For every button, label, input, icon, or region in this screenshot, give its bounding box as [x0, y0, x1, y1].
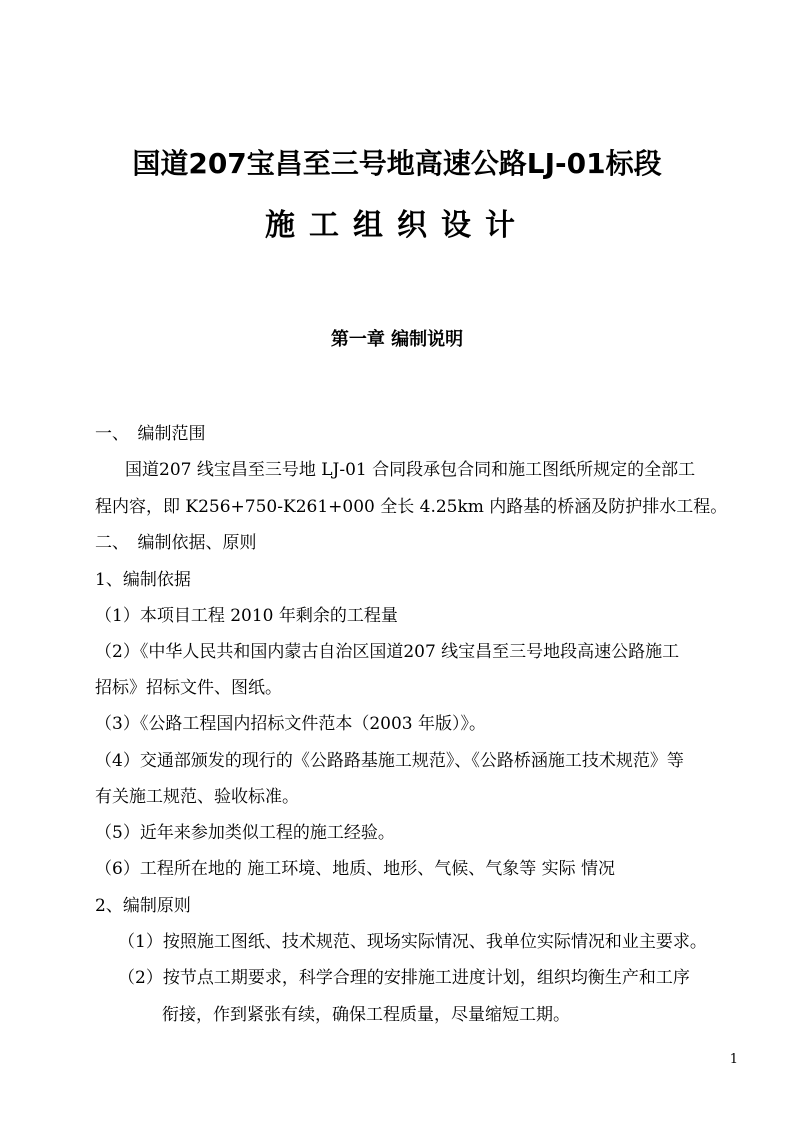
- list-item: （4）交通部颁发的现行的《公路路基施工规范》、《公路桥涵施工技术规范》等: [95, 751, 684, 771]
- list-item: （3）《公路工程国内招标文件范本（2003 年版）》。: [95, 714, 486, 734]
- page-number: 1: [729, 1052, 738, 1067]
- list-item-continuation: 有关施工规范、验收标准。: [95, 787, 299, 807]
- subsection-heading: 1、编制依据: [95, 570, 191, 590]
- document-title: 国道207宝昌至三号地高速公路LJ-01标段: [132, 147, 662, 180]
- paragraph-line: 国道207 线宝昌至三号地 LJ-01 合同段承包合同和施工图纸所规定的全部工: [125, 460, 696, 480]
- chapter-heading: 第一章 编制说明: [330, 329, 464, 350]
- list-item: （2）《中华人民共和国内蒙古自治区国道207 线宝昌至三号地段高速公路施工: [95, 642, 680, 662]
- list-item-continuation: 招标》招标文件、图纸。: [95, 678, 282, 698]
- list-item: （1）按照施工图纸、技术规范、现场实际情况、我单位实际情况和业主要求。: [118, 932, 707, 952]
- list-item: （6）工程所在地的 施工环境、地质、地形、气候、气象等 实际 情况: [95, 859, 616, 879]
- paragraph-line: 程内容，即 K256+750-K261+000 全长 4.25km 内路基的桥涵及防护排水工程。: [95, 497, 728, 517]
- section-heading-basis: 二、 编制依据、原则: [95, 533, 257, 553]
- list-item: （2）按节点工期要求，科学合理的安排施工进度计划，组织均衡生产和工序: [118, 968, 690, 988]
- list-item: （1）本项目工程 2010 年剩余的工程量: [95, 606, 398, 626]
- subsection-heading: 2、编制原则: [95, 896, 191, 916]
- document-subtitle: 施工组织设计: [265, 208, 529, 243]
- list-item: （5）近年来参加类似工程的施工经验。: [95, 823, 395, 843]
- section-heading-scope: 一、 编制范围: [95, 424, 206, 444]
- list-item-continuation: 衔接，作到紧张有续，确保工程质量，尽量缩短工期。: [162, 1005, 570, 1025]
